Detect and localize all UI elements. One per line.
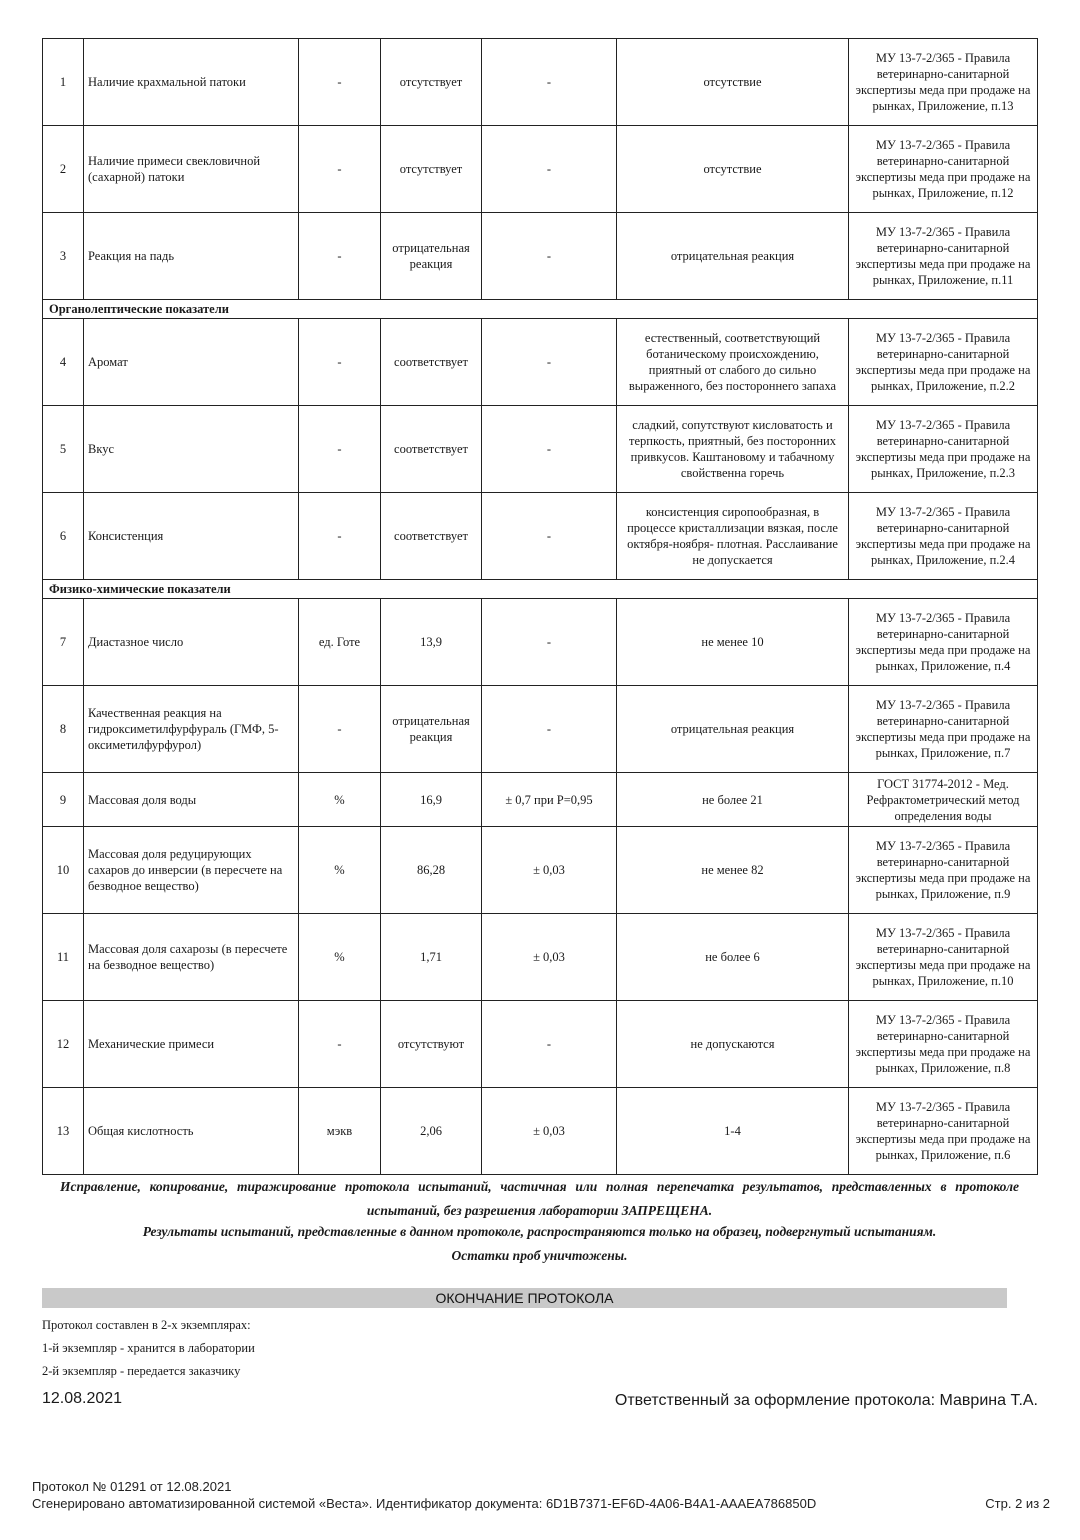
results-scope-text: Результаты испытаний, представленные в данном протоколе, распространяются только на образец, подвергнутый испытаниям. bbox=[142, 1224, 937, 1239]
table-row bbox=[43, 493, 1038, 580]
cell-error: ± 0,03 bbox=[482, 1088, 617, 1175]
cell-name: Качественная реакция на гидроксиметилфурфураль (ГМФ, 5-оксиметилфурфурол) bbox=[84, 686, 299, 773]
table-row bbox=[43, 827, 1038, 914]
cell-name: Массовая доля редуцирующих сахаров до инверсии (в пересчете на безводное вещество) bbox=[84, 827, 299, 914]
cell-method: МУ 13-7-2/365 - Правила ветеринарно-санитарной экспертизы меда при продаже на рынках, Приложение, п.13 bbox=[849, 39, 1038, 126]
cell-n: 5 bbox=[43, 406, 84, 493]
cell-name: Реакция на падь bbox=[84, 213, 299, 300]
protocol-date: 12.08.2021 bbox=[42, 1390, 123, 1407]
cell-method: МУ 13-7-2/365 - Правила ветеринарно-санитарной экспертизы меда при продаже на рынках, Приложение, п.2.4 bbox=[849, 493, 1038, 580]
table-row bbox=[43, 1001, 1038, 1088]
cell-name: Массовая доля воды bbox=[84, 773, 299, 827]
copies-title: Протокол составлен в 2-х экземплярах: bbox=[42, 1318, 251, 1332]
cell-norm: естественный, соответствующий ботаническому происхождению, приятный от слабого до сильно выраженного, без постороннего запаха bbox=[617, 319, 849, 406]
cell-result: соответствует bbox=[381, 406, 482, 493]
copy-first: 1-й экземпляр - хранится в лаборатории bbox=[42, 1341, 255, 1355]
section-header-row bbox=[43, 300, 1038, 319]
cell-norm: не более 6 bbox=[617, 914, 849, 1001]
table-row bbox=[43, 319, 1038, 406]
cell-result: отсутствует bbox=[381, 126, 482, 213]
cell-unit: - bbox=[299, 1001, 381, 1088]
cell-result: 16,9 bbox=[381, 773, 482, 827]
results-table-body bbox=[43, 39, 1038, 1175]
cell-norm: отрицательная реакция bbox=[617, 213, 849, 300]
cell-error: ± 0,03 bbox=[482, 827, 617, 914]
cell-name: Общая кислотность bbox=[84, 1088, 299, 1175]
copy-second: 2-й экземпляр - передается заказчику bbox=[42, 1364, 241, 1378]
cell-n: 10 bbox=[43, 827, 84, 914]
cell-error: - bbox=[482, 493, 617, 580]
cell-n: 2 bbox=[43, 126, 84, 213]
table-row bbox=[43, 1088, 1038, 1175]
cell-error: - bbox=[482, 406, 617, 493]
cell-name: Наличие крахмальной патоки bbox=[84, 39, 299, 126]
cell-method: МУ 13-7-2/365 - Правила ветеринарно-санитарной экспертизы меда при продаже на рынках, Приложение, п.2.2 bbox=[849, 319, 1038, 406]
protocol-end-banner: ОКОНЧАНИЕ ПРОТОКОЛА bbox=[42, 1288, 1007, 1308]
samples-destroyed-text: Остатки проб уничтожены. bbox=[451, 1248, 628, 1263]
cell-name: Механические примеси bbox=[84, 1001, 299, 1088]
cell-result: отсутствует bbox=[381, 39, 482, 126]
cell-norm: отсутствие bbox=[617, 39, 849, 126]
table-row bbox=[43, 406, 1038, 493]
footer-protocol-number: Протокол № 01291 от 12.08.2021 bbox=[32, 1479, 232, 1494]
table-row bbox=[43, 599, 1038, 686]
cell-unit: - bbox=[299, 319, 381, 406]
cell-n: 6 bbox=[43, 493, 84, 580]
cell-error: - bbox=[482, 39, 617, 126]
cell-result: 86,28 bbox=[381, 827, 482, 914]
cell-norm: не менее 10 bbox=[617, 599, 849, 686]
cell-n: 7 bbox=[43, 599, 84, 686]
cell-error: - bbox=[482, 686, 617, 773]
cell-error: - bbox=[482, 1001, 617, 1088]
cell-unit: - bbox=[299, 406, 381, 493]
cell-name: Диастазное число bbox=[84, 599, 299, 686]
section-title: Органолептические показатели bbox=[43, 300, 1038, 319]
responsible-person: Ответственный за оформление протокола: Маврина Т.А. bbox=[614, 1392, 1038, 1409]
cell-name: Консистенция bbox=[84, 493, 299, 580]
cell-n: 13 bbox=[43, 1088, 84, 1175]
cell-result: 1,71 bbox=[381, 914, 482, 1001]
cell-unit: - bbox=[299, 39, 381, 126]
cell-result: 13,9 bbox=[381, 599, 482, 686]
results-table bbox=[42, 38, 1038, 1175]
table-row bbox=[43, 126, 1038, 213]
cell-unit: % bbox=[299, 773, 381, 827]
cell-n: 1 bbox=[43, 39, 84, 126]
cell-result: отрицательная реакция bbox=[381, 686, 482, 773]
cell-error: ± 0,03 bbox=[482, 914, 617, 1001]
cell-norm: сладкий, сопутствуют кисловатость и терпкость, приятный, без посторонних привкусов. Каштановому и табачному свойственна горечь bbox=[617, 406, 849, 493]
cell-method: МУ 13-7-2/365 - Правила ветеринарно-санитарной экспертизы меда при продаже на рынках, Приложение, п.2.3 bbox=[849, 406, 1038, 493]
cell-method: ГОСТ 31774-2012 - Мед. Рефрактометрический метод определения воды bbox=[849, 773, 1038, 827]
cell-result: отрицательная реакция bbox=[381, 213, 482, 300]
table-row bbox=[43, 686, 1038, 773]
section-header-row bbox=[43, 580, 1038, 599]
cell-result: отсутствуют bbox=[381, 1001, 482, 1088]
cell-error: ± 0,7 при P=0,95 bbox=[482, 773, 617, 827]
cell-method: МУ 13-7-2/365 - Правила ветеринарно-санитарной экспертизы меда при продаже на рынках, Приложение, п.10 bbox=[849, 914, 1038, 1001]
cell-error: - bbox=[482, 126, 617, 213]
cell-name: Наличие примеси свекловичной (сахарной) патоки bbox=[84, 126, 299, 213]
cell-n: 11 bbox=[43, 914, 84, 1001]
cell-n: 8 bbox=[43, 686, 84, 773]
cell-method: МУ 13-7-2/365 - Правила ветеринарно-санитарной экспертизы меда при продаже на рынках, Приложение, п.6 bbox=[849, 1088, 1038, 1175]
cell-norm: не более 21 bbox=[617, 773, 849, 827]
table-row bbox=[43, 773, 1038, 827]
cell-unit: - bbox=[299, 686, 381, 773]
cell-method: МУ 13-7-2/365 - Правила ветеринарно-санитарной экспертизы меда при продаже на рынках, Приложение, п.11 bbox=[849, 213, 1038, 300]
cell-result: соответствует bbox=[381, 493, 482, 580]
cell-result: соответствует bbox=[381, 319, 482, 406]
page-footer bbox=[32, 1478, 1050, 1512]
cell-name: Массовая доля сахарозы (в пересчете на безводное вещество) bbox=[84, 914, 299, 1001]
cell-norm: 1-4 bbox=[617, 1088, 849, 1175]
cell-name: Вкус bbox=[84, 406, 299, 493]
page-number: Стр. 2 из 2 bbox=[985, 1496, 1050, 1511]
cell-unit: - bbox=[299, 493, 381, 580]
cell-unit: ед. Готе bbox=[299, 599, 381, 686]
cell-unit: % bbox=[299, 914, 381, 1001]
results-scope-notice bbox=[42, 1220, 1037, 1268]
cell-error: - bbox=[482, 213, 617, 300]
cell-error: - bbox=[482, 319, 617, 406]
copies-info bbox=[42, 1314, 255, 1383]
section-title: Физико-химические показатели bbox=[43, 580, 1038, 599]
cell-result: 2,06 bbox=[381, 1088, 482, 1175]
footer-generated-by: Сгенерировано автоматизированной системой «Веста». Идентификатор документа: 6D1B7371-EF6D-4A06-B4A1-AAAEA786850D bbox=[32, 1496, 817, 1511]
cell-norm: консистенция сиропообразная, в процессе кристаллизации вязкая, после октября-ноября- плотная. Расслаивание не допускается bbox=[617, 493, 849, 580]
cell-unit: мэкв bbox=[299, 1088, 381, 1175]
cell-n: 12 bbox=[43, 1001, 84, 1088]
cell-method: МУ 13-7-2/365 - Правила ветеринарно-санитарной экспертизы меда при продаже на рынках, Приложение, п.12 bbox=[849, 126, 1038, 213]
table-row bbox=[43, 213, 1038, 300]
cell-norm: отрицательная реакция bbox=[617, 686, 849, 773]
cell-method: МУ 13-7-2/365 - Правила ветеринарно-санитарной экспертизы меда при продаже на рынках, Приложение, п.4 bbox=[849, 599, 1038, 686]
cell-method: МУ 13-7-2/365 - Правила ветеринарно-санитарной экспертизы меда при продаже на рынках, Приложение, п.9 bbox=[849, 827, 1038, 914]
cell-unit: - bbox=[299, 213, 381, 300]
table-row bbox=[43, 914, 1038, 1001]
cell-unit: % bbox=[299, 827, 381, 914]
cell-n: 3 bbox=[43, 213, 84, 300]
cell-method: МУ 13-7-2/365 - Правила ветеринарно-санитарной экспертизы меда при продаже на рынках, Приложение, п.8 bbox=[849, 1001, 1038, 1088]
cell-method: МУ 13-7-2/365 - Правила ветеринарно-санитарной экспертизы меда при продаже на рынках, Приложение, п.7 bbox=[849, 686, 1038, 773]
cell-norm: отсутствие bbox=[617, 126, 849, 213]
cell-n: 9 bbox=[43, 773, 84, 827]
cell-n: 4 bbox=[43, 319, 84, 406]
cell-error: - bbox=[482, 599, 617, 686]
cell-norm: не допускаются bbox=[617, 1001, 849, 1088]
table-row bbox=[43, 39, 1038, 126]
cell-norm: не менее 82 bbox=[617, 827, 849, 914]
cell-unit: - bbox=[299, 126, 381, 213]
cell-name: Аромат bbox=[84, 319, 299, 406]
copy-prohibition-notice: Исправление, копирование, тиражирование протокола испытаний, частичная или полная перепечатка результатов, представленных в протоколе испытаний, без разрешения лаборатории ЗАПРЕЩЕНА. bbox=[60, 1179, 1019, 1218]
